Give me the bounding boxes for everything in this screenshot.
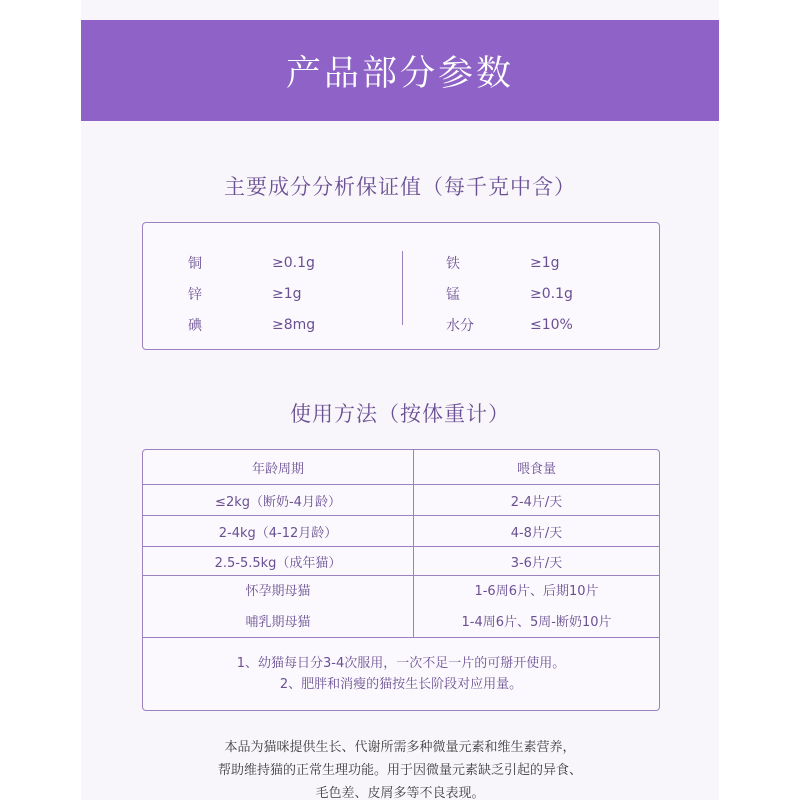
ingredient-name: 锰	[446, 286, 460, 303]
age-cell: ≤2kg（断奶-4月龄）	[143, 485, 414, 515]
ingredient-name: 铁	[446, 255, 460, 272]
amount-cell: 3-6片/天	[510, 555, 563, 571]
page-title: 产品部分参数	[285, 53, 514, 94]
column-divider	[402, 251, 403, 325]
note-line: 1、幼猫每日分3-4次服用，一次不足一片的可掰开使用。	[236, 656, 566, 671]
amount-cell	[414, 576, 659, 637]
age-cell: 2-4kg（4-12月龄）	[143, 516, 414, 546]
header-amount: 喂食量	[516, 461, 556, 477]
description-line: 毛色差、皮屑多等不良表现。	[315, 786, 485, 801]
table-row	[143, 547, 659, 576]
ingredients-right-column	[446, 247, 630, 340]
description-line: 本品为猫咪提供生长、代谢所需多种微量元素和维生素营养，	[224, 740, 576, 755]
amount-cell: 4-8片/天	[510, 525, 563, 541]
header-banner	[81, 20, 719, 121]
amount-pregnant: 1-6周6片、后期10片	[474, 583, 599, 599]
age-cell: 2.5-5.5kg（成年猫）	[143, 547, 414, 575]
ingredient-value: ≥1g	[272, 285, 302, 302]
ingredient-name: 铜	[188, 255, 202, 272]
ingredient-row	[188, 247, 372, 278]
ingredient-row	[446, 278, 630, 309]
ingredient-value: ≤10%	[530, 316, 573, 333]
note-line: 2、肥胖和消瘦的猫按生长阶段对应用量。	[279, 677, 523, 692]
product-description	[81, 736, 719, 805]
ingredient-name: 碘	[188, 317, 202, 334]
age-nursing: 哺乳期母猫	[245, 614, 311, 630]
description-line: 帮助维持猫的正常生理功能。用于因微量元素缺乏引起的异食、	[217, 763, 582, 778]
usage-notes	[143, 638, 659, 710]
ingredient-value: ≥0.1g	[272, 254, 315, 271]
header-age: 年龄周期	[143, 450, 414, 484]
table-row	[143, 485, 659, 516]
ingredient-value: ≥1g	[530, 254, 560, 271]
age-pregnant: 怀孕期母猫	[245, 583, 311, 599]
amount-cell: 2-4片/天	[510, 494, 563, 510]
amount-nursing: 1-4周6片、5周-断奶10片	[461, 614, 612, 630]
usage-title: 使用方法（按体重计）	[290, 402, 510, 426]
ingredient-row	[446, 309, 630, 340]
ingredient-name: 水分	[446, 317, 474, 334]
ingredients-title: 主要成分分析保证值（每千克中含）	[224, 175, 576, 199]
product-page	[81, 0, 719, 800]
ingredient-row	[188, 309, 372, 340]
ingredient-value: ≥0.1g	[530, 285, 573, 302]
ingredients-box	[142, 222, 660, 350]
table-row-special	[143, 576, 659, 638]
ingredient-name: 锌	[188, 286, 202, 303]
table-row	[143, 516, 659, 547]
ingredients-left-column	[188, 247, 372, 340]
ingredient-value: ≥8mg	[272, 316, 316, 333]
ingredient-row	[188, 278, 372, 309]
age-cell	[143, 576, 414, 637]
ingredient-row	[446, 247, 630, 278]
table-header-row	[143, 450, 659, 485]
usage-table	[142, 449, 660, 711]
